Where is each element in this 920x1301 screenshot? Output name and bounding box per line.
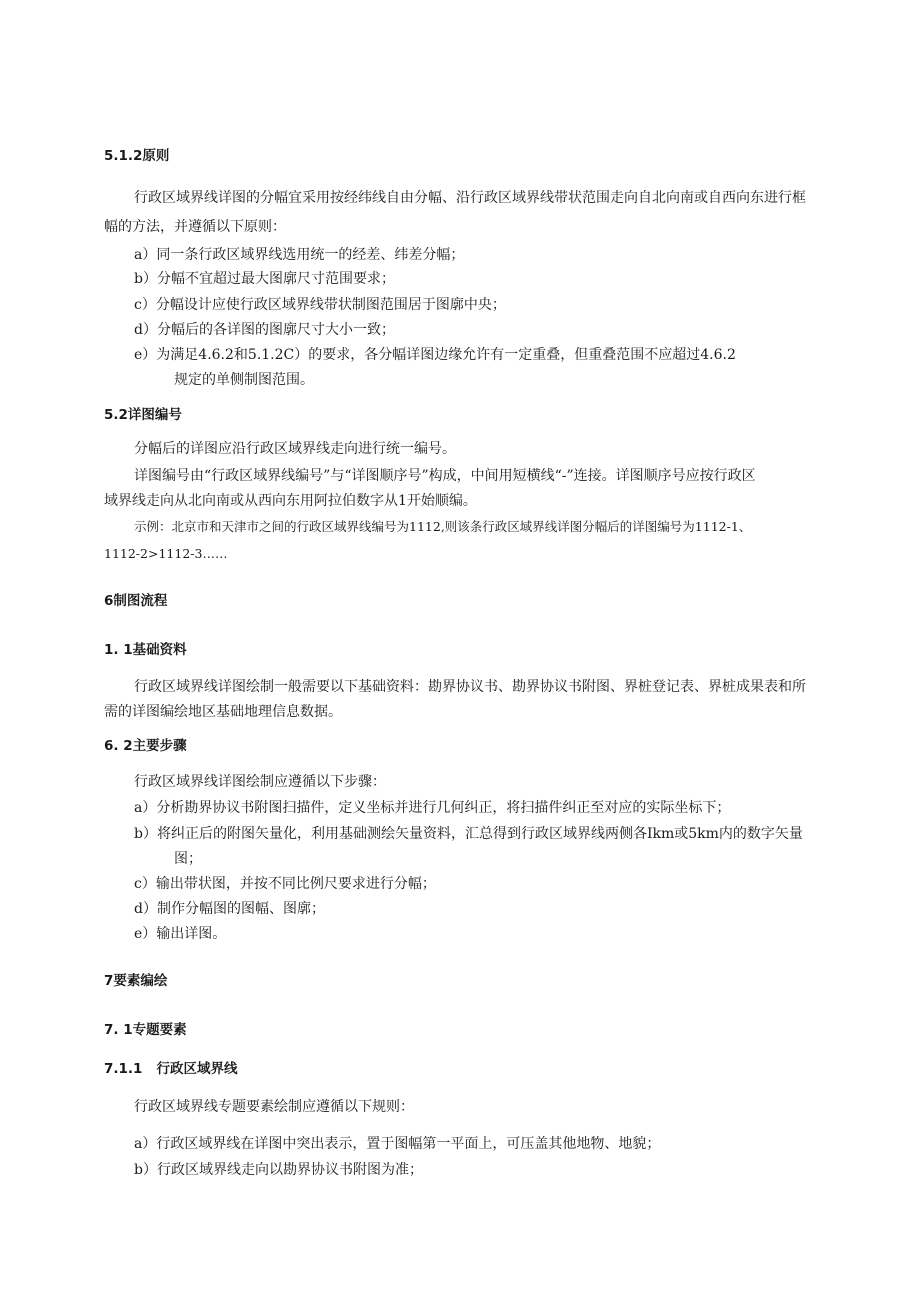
list-item-b: b）将纠正后的附图矢量化，利用基础测绘矢量资料，汇总得到行政区域界线两侧各Ikm或5km内的数字矢量 (134, 826, 803, 842)
section-heading-5-1-2: 5.1.2原则 (104, 148, 170, 164)
paragraph-line: 详图编号由“行政区域界线编号”与“详图顺序号”构成，中间用短横线“-”连接。详图顺序号应按行政区 (134, 468, 756, 484)
paragraph-line: 分幅后的详图应沿行政区域界线走向进行统一编号。 (134, 441, 456, 457)
paragraph-line: 行政区域界线详图绘制应遵循以下步骤： (134, 774, 386, 790)
list-item-c: c）分幅设计应使行政区域界线带状制图范围居于图廓中央； (134, 297, 506, 313)
paragraph-line: 幅的方法，并遵循以下原则： (104, 219, 286, 235)
example-line: 1112-2>1112-3…… (104, 546, 228, 561)
paragraph-line: 行政区域界线详图的分幅宜采用按经纬线自由分幅、沿行政区域界线带状范围走向自北向南或自西向东进行框 (134, 190, 806, 206)
subsection-heading-7-1-1: 7.1.1 行政区域界线 (104, 1061, 238, 1077)
section-heading-7: 7要素编绘 (104, 973, 168, 989)
section-heading-5-2: 5.2详图编号 (104, 407, 182, 423)
paragraph-line: 域界线走向从北向南或从西向东用阿拉伯数字从1开始顺编。 (104, 493, 477, 509)
list-item-e: e）为满足4.6.2和5.1.2C）的要求，各分幅详图边缘允许有一定重叠，但重叠范围不应超过4.6.2 (134, 347, 736, 363)
list-item-b-continuation: 图； (174, 851, 202, 867)
example-line: 示例：北京市和天津市之间的行政区域界线编号为1112,则该条行政区域界线详图分幅后的详图编号为1112-1、 (134, 519, 752, 534)
section-heading-6: 6制图流程 (104, 593, 168, 609)
list-item-c: c）输出带状图，并按不同比例尺要求进行分幅； (134, 876, 436, 892)
list-item-b: b）分幅不宜超过最大图廓尺寸范围要求； (134, 271, 395, 287)
list-item-e-continuation: 规定的单侧制图范围。 (174, 372, 314, 388)
subsection-heading-7-1: 7. 1专题要素 (104, 1022, 187, 1038)
subsection-heading-6-2: 6. 2主要步骤 (104, 738, 187, 754)
list-item-a: a）分析勘界协议书附图扫描件，定义坐标并进行几何纠正，将扫描件纠正至对应的实际坐标下； (134, 800, 731, 816)
list-item-e: e）输出详图。 (134, 926, 227, 942)
list-item-b: b）行政区域界线走向以勘界协议书附图为准； (134, 1162, 423, 1178)
list-item-a: a）行政区域界线在详图中突出表示，置于图幅第一平面上，可压盖其他地物、地貌； (134, 1136, 661, 1152)
paragraph-line: 需的详图编绘地区基础地理信息数据。 (104, 704, 342, 720)
subsection-heading-6-1: 1. 1基础资料 (104, 642, 187, 658)
list-item-a: a）同一条行政区域界线选用统一的经差、纬差分幅； (134, 247, 465, 263)
paragraph-line: 行政区域界线详图绘制一般需要以下基础资料：勘界协议书、勘界协议书附图、界桩登记表、界桩成果表和所 (134, 679, 806, 695)
list-item-d: d）分幅后的各详图的图廓尺寸大小一致； (134, 322, 395, 338)
list-item-d: d）制作分幅图的图幅、图廓； (134, 901, 325, 917)
paragraph-line: 行政区域界线专题要素绘制应遵循以下规则： (134, 1099, 414, 1115)
